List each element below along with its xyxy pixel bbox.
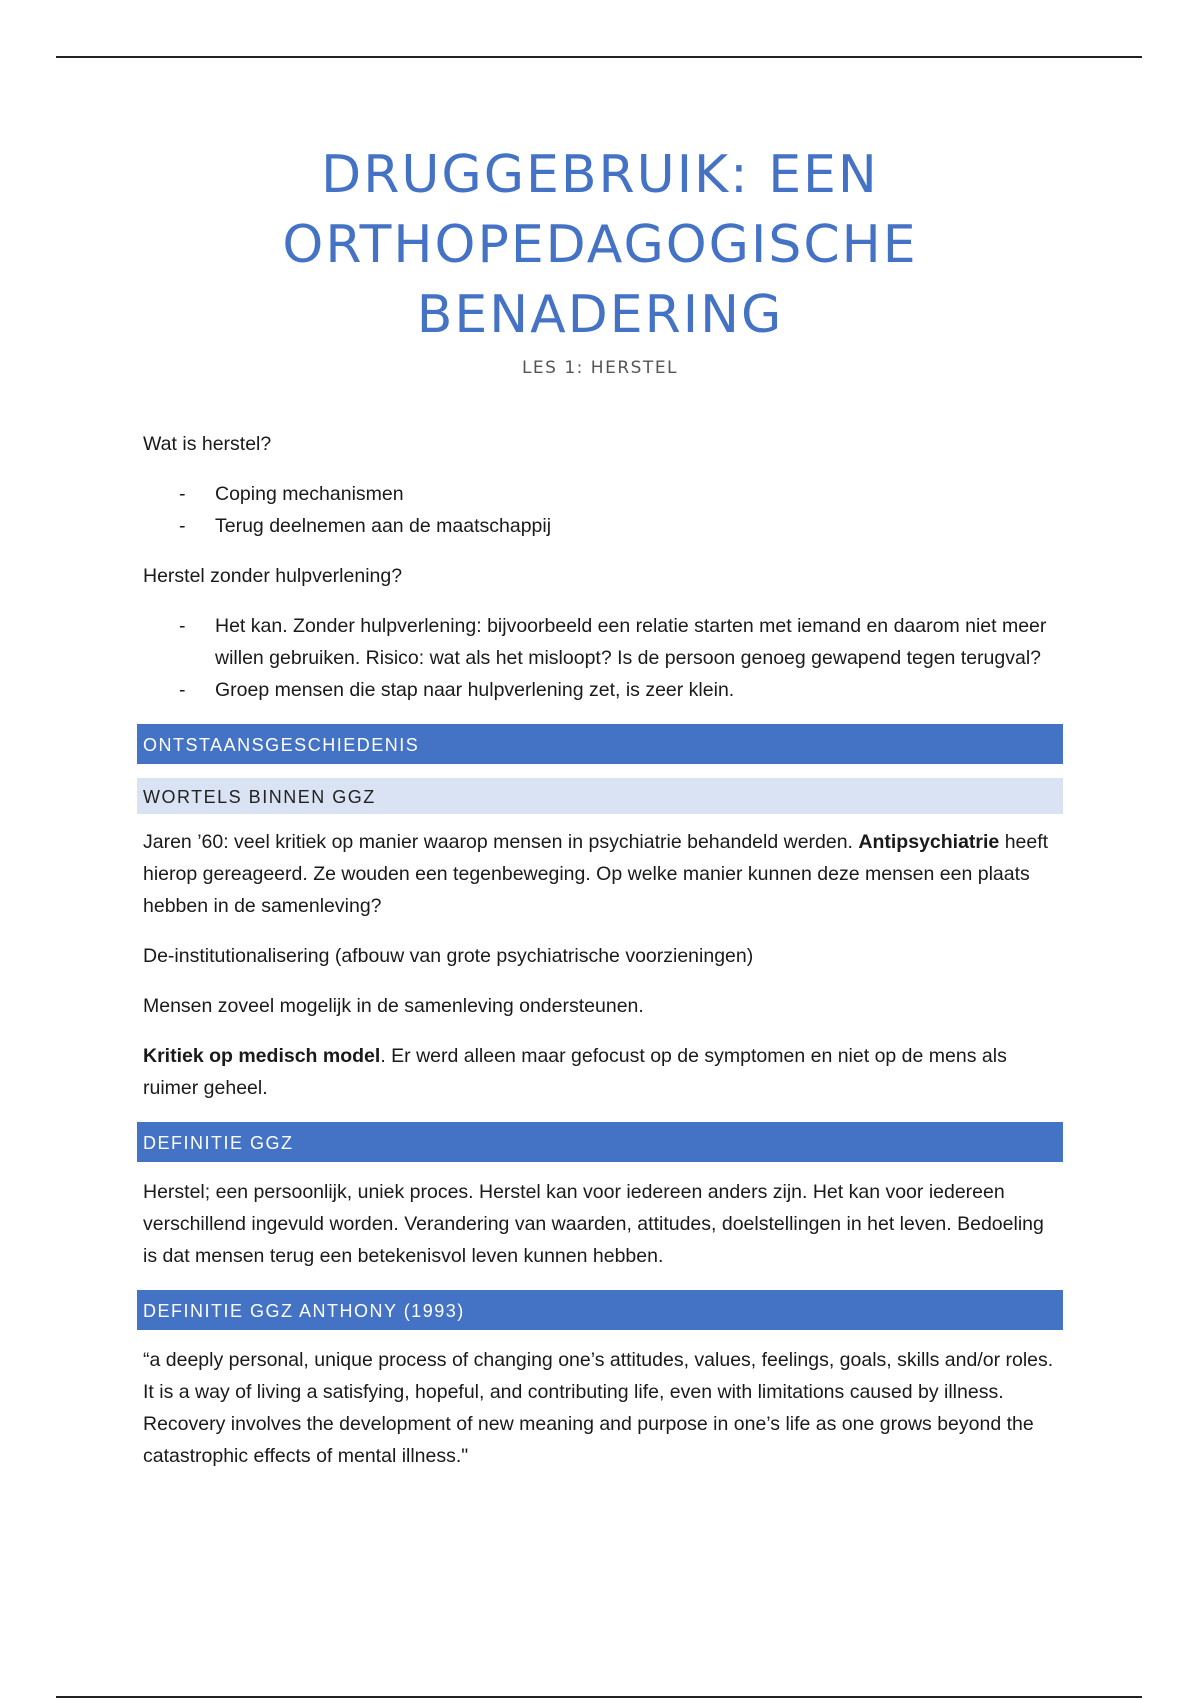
paragraph-text: heeft hierop gereageerd. Ze wouden een tegenbeweging. Op welke manier kunnen deze mensen een plaats hebben in de samenleving? bbox=[143, 831, 1049, 917]
paragraph-samenleving: Mensen zoveel mogelijk in de samenleving ondersteunen. bbox=[143, 995, 644, 1017]
heading-definitie-ggz: DEFINITIE GGZ bbox=[137, 1122, 1063, 1162]
quote-anthony: “a deeply personal, unique process of changing one’s attitudes, values, feelings, goals, skills and/or roles. It is a way of living a satisfying, hopeful, and contributing life, even with limitations caused by illness. Recovery involves the development of new meaning and purpose in one’s life as one grows beyond the catastrophic effects of mental illness." bbox=[143, 1349, 1054, 1467]
bold-term-antipsychiatrie: Antipsychiatrie bbox=[858, 831, 1000, 853]
question-herstel-zonder-hulp: Herstel zonder hulpverlening? bbox=[143, 565, 403, 587]
paragraph-definitie-ggz: Herstel; een persoonlijk, uniek proces. Herstel kan voor iedereen anders zijn. Het kan voor iedereen verschillend ingevuld worden. Verandering van waarden, attitudes, doelstellingen in het leven. Bedoeling is dat mensen terug een betekenisvol leven kunnen hebben. bbox=[143, 1181, 1044, 1267]
bold-term-medisch-model: Kritiek op medisch model bbox=[143, 1045, 381, 1067]
document-subtitle: LES 1: HERSTEL bbox=[521, 358, 679, 378]
list-item: - Coping mechanismen bbox=[215, 478, 1063, 510]
heading-ontstaansgeschiedenis: ONTSTAANSGESCHIEDENIS bbox=[137, 724, 1063, 764]
paragraph-jaren-60 bbox=[143, 826, 1063, 922]
paragraph-medisch-model bbox=[143, 1040, 1063, 1104]
document-title: DRUGGEBRUIK: EEN ORTHOPEDAGOGISCHE BENADERING bbox=[282, 145, 918, 345]
list-item: - Groep mensen die stap naar hulpverlening zet, is zeer klein. bbox=[215, 674, 1063, 706]
herstel-list bbox=[143, 478, 1063, 542]
page-top-rule bbox=[56, 56, 1142, 58]
page-bottom-rule bbox=[56, 1696, 1142, 1698]
document-body bbox=[143, 428, 1063, 1490]
hulpverlening-list bbox=[143, 610, 1063, 706]
title-block bbox=[0, 140, 1200, 378]
list-item: - Het kan. Zonder hulpverlening: bijvoorbeeld een relatie starten met iemand en daarom niet meer willen gebruiken. Risico: wat als het misloopt? Is de persoon genoeg gewapend tegen terugval? bbox=[215, 610, 1063, 674]
subheading-wortels-binnen-ggz: WORTELS BINNEN GGZ bbox=[137, 778, 1063, 814]
heading-definitie-anthony: DEFINITIE GGZ ANTHONY (1993) bbox=[137, 1290, 1063, 1330]
list-item: - Terug deelnemen aan de maatschappij bbox=[215, 510, 1063, 542]
paragraph-text: . Er werd alleen maar gefocust op de symptomen en niet op de mens als ruimer geheel. bbox=[143, 1045, 1007, 1099]
paragraph-text: Jaren ’60: veel kritiek op manier waarop mensen in psychiatrie behandeld werden. bbox=[143, 831, 859, 853]
paragraph-de-institutionalisering: De-institutionalisering (afbouw van grote psychiatrische voorzieningen) bbox=[143, 945, 754, 967]
question-what-is-herstel: Wat is herstel? bbox=[143, 433, 272, 455]
